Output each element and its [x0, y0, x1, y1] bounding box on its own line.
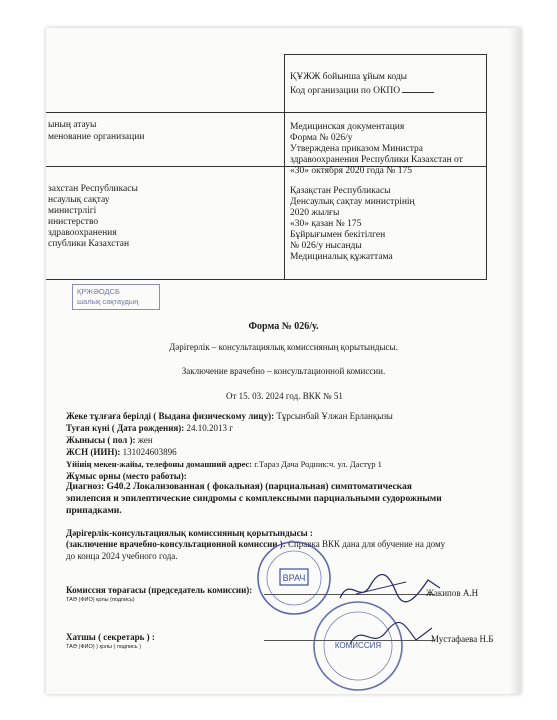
- org-code-kz: ҚҰЖЖ бойынша ұйым коды: [290, 72, 408, 82]
- org-stamp: [72, 284, 160, 310]
- ministry-left-3: министрлігі: [48, 206, 97, 216]
- ministry-left-6: спублики Казахстан: [48, 239, 130, 249]
- field-dob-label: Туған күні ( Дата рождения):: [66, 423, 185, 433]
- chairman-name: Жакипов А.Н: [426, 588, 479, 598]
- med-doc-line-3: Утверждена приказом Министра: [290, 144, 423, 154]
- form-subtitle-ru: Заключение врачебно – консультационной комиссии.: [181, 366, 386, 376]
- field-iin: [66, 447, 177, 457]
- med-doc-line-2: Форма № 026/у: [290, 133, 353, 143]
- secretary-label: Хатшы ( секретарь ) :: [66, 632, 155, 642]
- field-issued-value: Тұрсынбай Ұлжан Ерланқызы: [276, 411, 393, 421]
- header-divider-vertical: [284, 54, 285, 280]
- field-sex-value: жен: [137, 435, 153, 445]
- ministry-left-2: нсаулық сақтау: [48, 195, 110, 205]
- med-doc-line-4: здравоохранения Республики Казахстан от: [290, 155, 463, 165]
- ministry-right-7: Медициналық құжаттама: [290, 252, 393, 262]
- conclusion-label-kz: Дәрігерлік-консультациялық комиссияның қорытындысы :: [66, 528, 313, 538]
- field-dob-value: 24.10.2013 г: [186, 423, 233, 433]
- ministry-right-2: Денсаулық сақтау министрінің: [290, 197, 415, 207]
- field-address-label: Үйінің мекен-жайы, телефоны домашний адрес:: [66, 459, 253, 469]
- form-subtitle-kz: Дәрігерлік – консультациялық комиссияның қорытындысы.: [169, 342, 398, 352]
- field-issued: [66, 411, 393, 421]
- ministry-left-5: здравоохранения: [48, 228, 117, 238]
- secretary-name: Мустафаева Н.Б: [431, 634, 494, 644]
- org-name-ru: менование организации: [48, 132, 145, 142]
- form-title: Форма № 026/у.: [248, 321, 319, 332]
- org-code-ru: [290, 86, 434, 97]
- field-address: [66, 459, 382, 469]
- diagnosis-line-3: припадками.: [66, 506, 122, 516]
- header-border-top: [284, 54, 486, 55]
- form-date-line: От 15. 03. 2024 год. ВКК № 51: [226, 391, 343, 401]
- ministry-left-4: инистерство: [48, 217, 99, 227]
- org-code-ru-label: Код организации по ОКПО: [290, 86, 401, 96]
- ministry-left-1: захстан Республикасы: [48, 184, 138, 194]
- field-work: Жұмыс орны (место работы):: [66, 471, 187, 481]
- field-sex: [66, 435, 153, 445]
- field-dob: [66, 423, 233, 433]
- diagnosis-line-1: Диагноз: G40.2 Локализованная ( фокальная) (парциальная) симптоматическая: [66, 482, 412, 492]
- doctor-seal-text: ВРАЧ: [282, 573, 306, 583]
- header-bottom-line: [46, 279, 486, 280]
- org-stamp-line-2: шалық сақтаудың: [77, 297, 139, 306]
- conclusion-label-ru: (заключение врачебно-консультационной комиссии ):: [66, 539, 286, 549]
- commission-seal-text: КОМИССИЯ: [334, 641, 382, 650]
- ministry-right-4: «30» қазан № 175: [290, 219, 362, 229]
- document-page: [46, 28, 521, 694]
- field-iin-value: 131024603896: [122, 447, 177, 457]
- diagnosis-line-2: эпилепсия и эпилептические синдромы с комплексными парциальными судорожными: [66, 494, 442, 504]
- conclusion-text-1: Справка ВКК дана для обучение на дому: [287, 539, 446, 549]
- field-issued-label: Жеке тұлғаға берілді ( Выдана физическому лицу):: [66, 411, 275, 421]
- chairman-sublabel: ТАӘ (ФИО) қолы (подпись): [66, 597, 135, 603]
- conclusion-text-2: до конца 2024 учебного года.: [66, 551, 178, 561]
- secretary-sublabel: ТАӘ (ФИО) ) қолы ( подпись ): [66, 644, 142, 650]
- ministry-right-3: 2020 жылғы: [290, 208, 340, 218]
- header-row-line-2: [46, 166, 486, 167]
- ministry-right-5: Бұйрығымен бекітілген: [290, 230, 386, 240]
- org-stamp-line-1: ҚРЖӘОДСБ: [77, 287, 120, 296]
- header-row-line-1: [46, 112, 486, 113]
- org-name-kz: ының атауы: [48, 120, 97, 130]
- header-border-right: [486, 54, 487, 280]
- chairman-label: Комиссия төрағасы (председатель комиссии):: [66, 585, 253, 595]
- field-iin-label: ЖСН (ИИН):: [66, 447, 121, 457]
- ministry-right-1: Қазақстан Республикасы: [290, 186, 391, 196]
- ministry-right-6: № 026/у нысанды: [290, 241, 362, 251]
- secretary-signature-icon: [346, 618, 436, 654]
- field-sex-label: Жынысы ( пол ):: [66, 435, 136, 445]
- med-doc-line-5: «30» октября 2020 года № 175: [290, 166, 412, 176]
- field-address-value: г.Тараз Дача Родник:ч. ул. Дастүр 1: [254, 459, 382, 469]
- chairman-signature-icon: [336, 568, 446, 608]
- med-doc-line-1: Медицинская документация: [290, 122, 405, 132]
